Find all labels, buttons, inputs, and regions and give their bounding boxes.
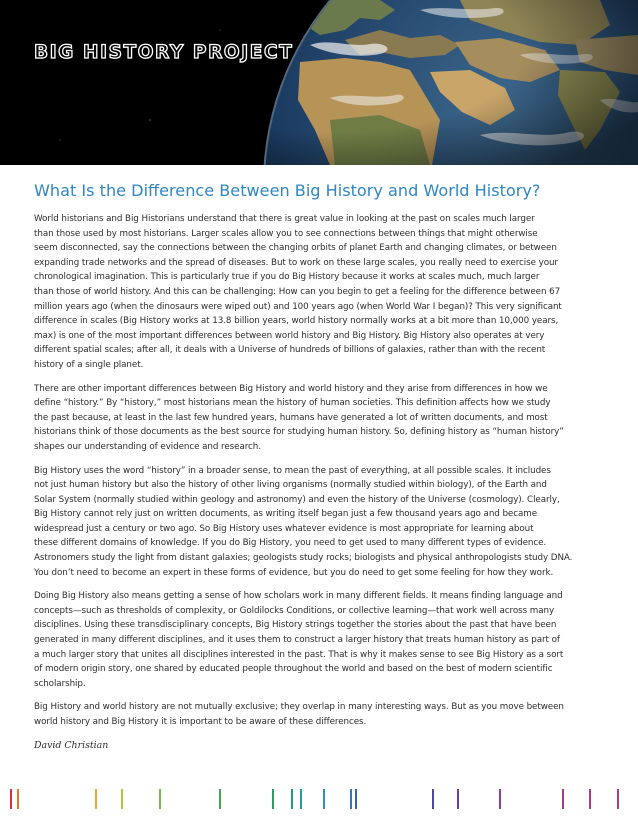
footer-tick	[291, 789, 293, 809]
paragraph-line: world history and Big History it is important to be aware of these differences.	[34, 717, 367, 727]
paragraph-line: of modern origin story, one shared by educated people throughout the world and based on the best of modern scientific	[34, 664, 553, 675]
paragraph-line: widespread just a century or two ago. So Big History uses whatever evidence is most appropriate for learning about	[34, 523, 534, 534]
paragraph-line: World historians and Big Historians understand that there is great value in looking at the past on scales much larger	[34, 214, 535, 224]
footer-tick	[617, 789, 619, 809]
header-banner	[0, 0, 638, 165]
paragraph-line: a much larger story that unites all disciplines interested in the past. That is why it makes sense to see Big History as a sort	[34, 649, 564, 660]
paragraph-line: expanding trade networks and the spread of diseases. But to work on these large scales, you really need to exercise your	[34, 257, 558, 268]
body-paragraph	[34, 464, 606, 581]
paragraph-line: history of a single planet.	[34, 359, 144, 370]
paragraph-line: million years ago (when the dinosaurs were wiped out) and 100 years ago (when World War I began)? This very significant	[34, 301, 562, 312]
paragraph-line: chronological imagination. This is particularly true if you do Big History because it works at scales much, much larger	[34, 272, 540, 283]
footer-tick	[350, 789, 352, 809]
footer-tick	[589, 789, 591, 809]
paragraph-line: than those of world history. And this can be challenging: How can you begin to get a feeling for the difference between 67	[34, 286, 561, 297]
paragraph-line: generated in many different disciplines, and it uses them to construct a larger history that treats human history as part of	[34, 635, 560, 646]
body-paragraph	[34, 382, 606, 455]
brand-logo-text: BIG HISTORY PROJECT	[34, 42, 294, 63]
paragraph-line: Astronomers study the light from distant galaxies; geologists study rocks; biologists and physical anthropologists study DNA.	[34, 553, 573, 564]
paragraph-line: seem disconnected, say the connections between the changing orbits of planet Earth and changing climates, or between	[34, 243, 557, 254]
footer-tick	[272, 789, 274, 809]
paragraph-line: You don’t need to become an expert in these forms of evidence, but you do need to get some feeling for how they work.	[34, 567, 554, 578]
paragraph-line: different spatial scales; after all, it deals with a Universe of hundreds of billions of galaxies, rather than with the recent	[34, 345, 546, 356]
footer-tick	[121, 789, 123, 809]
footer-tick	[95, 789, 97, 809]
paragraph-line: these different domains of knowledge. If you do Big History, you need to get used to many different types of evidence.	[34, 538, 547, 549]
paragraph-line: not just human history but also the history of other living organisms (normally studied within biology), of the Earth and	[34, 480, 547, 491]
body-paragraph	[34, 212, 606, 373]
earth-from-space-image	[0, 0, 638, 165]
paragraph-line: Big History cannot rely just on written documents, as writing itself began just a few thousand years ago and became	[34, 509, 537, 520]
footer-tick	[457, 789, 459, 809]
body-paragraph	[34, 700, 606, 729]
footer-tick	[17, 789, 19, 809]
paragraph-line: Solar System (normally studied within geology and astronomy) and even the history of the Universe (cosmology). Clearly,	[34, 494, 560, 505]
article-body	[34, 212, 606, 730]
footer-tick	[300, 789, 302, 809]
paragraph-line: shapes our understanding of evidence and research.	[34, 441, 261, 452]
footer-tick	[499, 789, 501, 809]
paragraph-line: There are other important differences between Big History and world history and they arise from differences in how we	[34, 383, 548, 394]
footer-tick	[323, 789, 325, 809]
footer-tick	[219, 789, 221, 809]
footer-tick	[562, 789, 564, 809]
footer-tick	[432, 789, 434, 809]
paragraph-line: concepts—such as thresholds of complexity, or Goldilocks Conditions, or collective learning—that work well across many	[34, 605, 555, 616]
paragraph-line: max) is one of the most important differences between world history and Big History. Big History also operates at very	[34, 330, 545, 341]
paragraph-line: disciplines. Using these transdisciplinary concepts, Big History strings together the stories about the past that have been	[34, 620, 557, 631]
paragraph-line: scholarship.	[34, 678, 86, 689]
paragraph-line: the past because, at least in the last few hundred years, humans have generated a lot of written documents, and most	[34, 412, 548, 423]
footer-color-bar	[0, 789, 638, 809]
footer-tick	[355, 789, 357, 809]
paragraph-line: define “history.” By “history,” most historians mean the history of human societies. This definition affects how we study	[34, 398, 551, 409]
body-paragraph	[34, 589, 606, 691]
paragraph-line: historians think of those documents as the best source for studying human history. So, defining history as “human history”	[34, 427, 564, 438]
paragraph-line: Big History uses the word “history” in a broader sense, to mean the past of everything, at all possible scales. It includes	[34, 465, 551, 476]
paragraph-line: Doing Big History also means getting a sense of how scholars work in many different fields. It means finding language and	[34, 591, 563, 602]
article	[34, 180, 606, 753]
footer-tick	[10, 789, 12, 809]
paragraph-line: than those used by most historians. Larger scales allow you to see connections between things that might otherwise	[34, 228, 538, 239]
article-author: David Christian	[34, 739, 109, 751]
paragraph-line: Big History and world history are not mutually exclusive; they overlap in many interesting ways. But as you move between	[34, 702, 564, 713]
article-title: What Is the Difference Between Big History and World History?	[34, 181, 541, 200]
paragraph-line: difference in scales (Big History works at 13.8 billion years, world history normally works at a bit more than 10,000 years,	[34, 316, 559, 327]
footer-tick	[159, 789, 161, 809]
